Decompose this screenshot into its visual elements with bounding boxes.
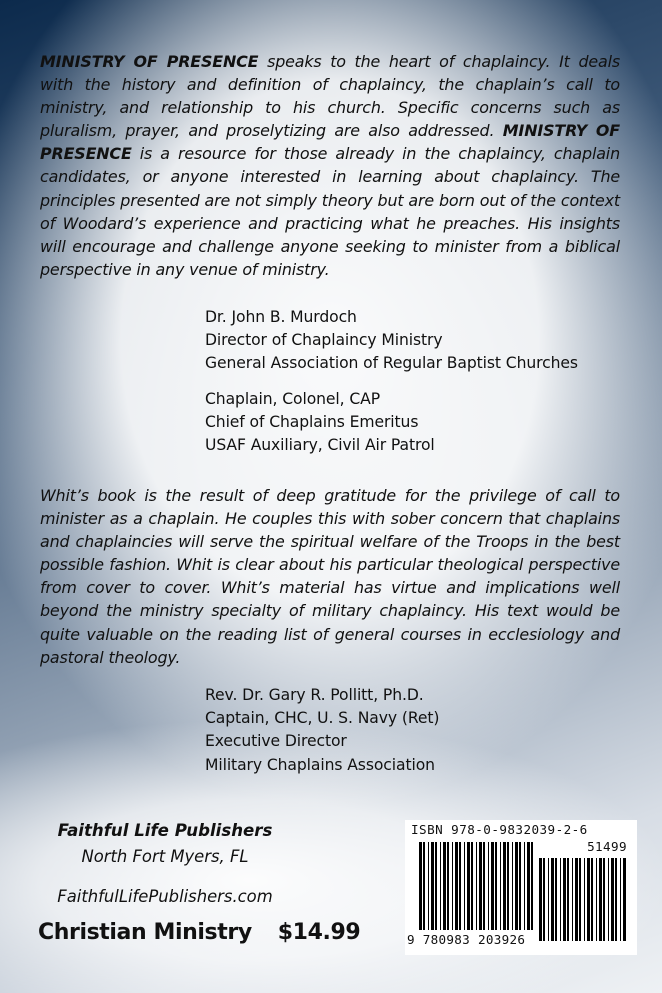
review-1-text-a: speaks to the heart of chaplaincy. It deals with the history and definition of chaplaincy, the chaplain’s call to ministry, and relationship to his church. Specific concerns such as pluralism, prayer, and proselytizing are also addressed. [40, 52, 620, 141]
category-label: Christian Ministry [38, 920, 252, 945]
signature-block-1 [205, 306, 578, 376]
signature-line: Executive Director [205, 732, 347, 751]
publisher-location: North Fort Myers, FL [81, 847, 249, 866]
ean-digits: 9 780983 203926 [407, 932, 526, 947]
signature-block-3 [205, 684, 439, 777]
signature-line: General Association of Regular Baptist Churches [205, 354, 578, 373]
isbn-label: ISBN 978-0-9832039-2-6 [411, 822, 588, 837]
price-code: 51499 [587, 839, 627, 854]
signature-line: Rev. Dr. Gary R. Pollitt, Ph.D. [205, 686, 424, 704]
review-paragraph-1 [40, 50, 620, 281]
signature-line: Military Chaplains Association [205, 755, 435, 774]
book-title-bold: MINISTRY OF PRESENCE [40, 52, 259, 71]
signature-line: Director of Chaplaincy Ministry [205, 331, 443, 350]
publisher-name: Faithful Life Publishers [57, 821, 273, 840]
signature-block-2 [205, 388, 435, 458]
signature-line: Dr. John B. Murdoch [205, 308, 357, 326]
review-paragraph-2: Whit’s book is the result of deep gratitude for the privilege of call to minister as a chaplain. He couples this with sober concern that chaplains and chaplaincies will serve the spiritual welfare of the Troops in the best possible fashion. Whit is clear about his particular theological perspective from cover to cover. Whit’s material has virtue and implications well beyond the ministry specialty of military chaplaincy. His text would be quite valuable on the reading list of general courses in ecclesiology and pastoral theology. [40, 486, 620, 667]
signature-line: Chaplain, Colonel, CAP [205, 390, 381, 408]
review-1-text-b: is a resource for those already in the chaplaincy, chaplain candidates, or anyone interested in learning about chaplaincy. The principles presented are not simply theory but are born out of the context of Woodard’s experience and practicing what he preaches. His insights will encourage and challenge anyone seeking to minister from a biblical perspective in any venue of ministry. [40, 144, 620, 279]
publisher-block [0, 818, 330, 910]
signature-line: Chief of Chaplains Emeritus [205, 413, 419, 432]
price-label: $14.99 [277, 920, 361, 945]
publisher-website: FaithfulLifePublishers.com [57, 887, 273, 906]
signature-line: Captain, CHC, U. S. Navy (Ret) [205, 709, 440, 728]
category-price-line [38, 918, 360, 948]
barcode-box [405, 820, 637, 955]
signature-line: USAF Auxiliary, Civil Air Patrol [205, 436, 435, 455]
book-title-bold: MINISTRY OF PRESENCE [40, 121, 620, 164]
